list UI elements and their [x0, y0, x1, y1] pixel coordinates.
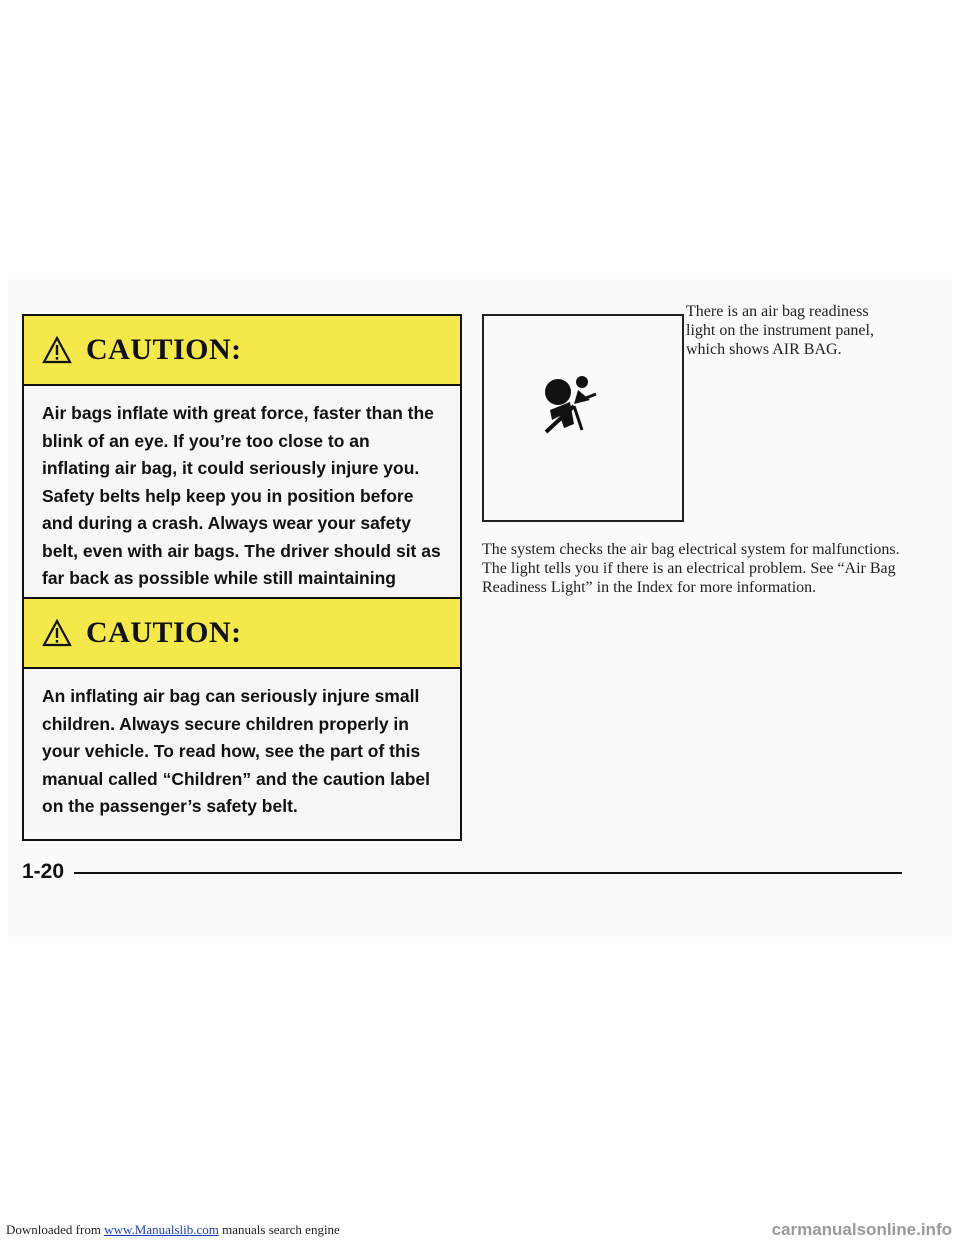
- manual-page: [8, 278, 952, 938]
- download-source-line: [6, 1222, 340, 1238]
- manualslib-link[interactable]: www.Manualslib.com: [104, 1222, 219, 1237]
- page-number: 1-20: [22, 860, 65, 883]
- watermark: carmanualsonline.info: [771, 1220, 952, 1239]
- air-bag-indicator-illustration: [482, 314, 684, 522]
- caution-text: Air bags inflate with great force, faster than the blink of an eye. If you’re too close to an inflating air bag, it could seriously injure you. Safety belts help keep you in position before and during a crash. Always wear your safety belt, even with air bags. The driver should sit as far back as possible while still maintaining: [42, 403, 441, 588]
- system-check-paragraph: The system checks the air bag electrical system for malfunctions. The light tells you if there is an electrical problem. See “Air Bag Readiness Light” in the Index for more information.: [482, 541, 900, 596]
- caution-title: CAUTION:: [86, 333, 242, 366]
- indicator-description: There is an air bag readiness light on the instrument panel, which shows AIR BAG.: [686, 303, 874, 358]
- footer-rule: [74, 872, 902, 874]
- air-bag-icon: [530, 358, 630, 458]
- caution-box-children: [22, 597, 462, 841]
- caution-header: [24, 316, 460, 386]
- caution-box-air-bag-force: [22, 314, 462, 640]
- warning-triangle-icon: [42, 336, 72, 364]
- download-prefix: Downloaded from: [6, 1222, 101, 1237]
- warning-triangle-icon: [42, 619, 72, 647]
- download-suffix: manuals search engine: [222, 1222, 340, 1237]
- caution-title: CAUTION:: [86, 616, 242, 649]
- caution-header: [24, 599, 460, 669]
- caution-text: An inflating air bag can seriously injure small children. Always secure children properly in your vehicle. To read how, see the part of this manual called “Children” and the caution label on the passenger’s safety belt.: [42, 686, 430, 816]
